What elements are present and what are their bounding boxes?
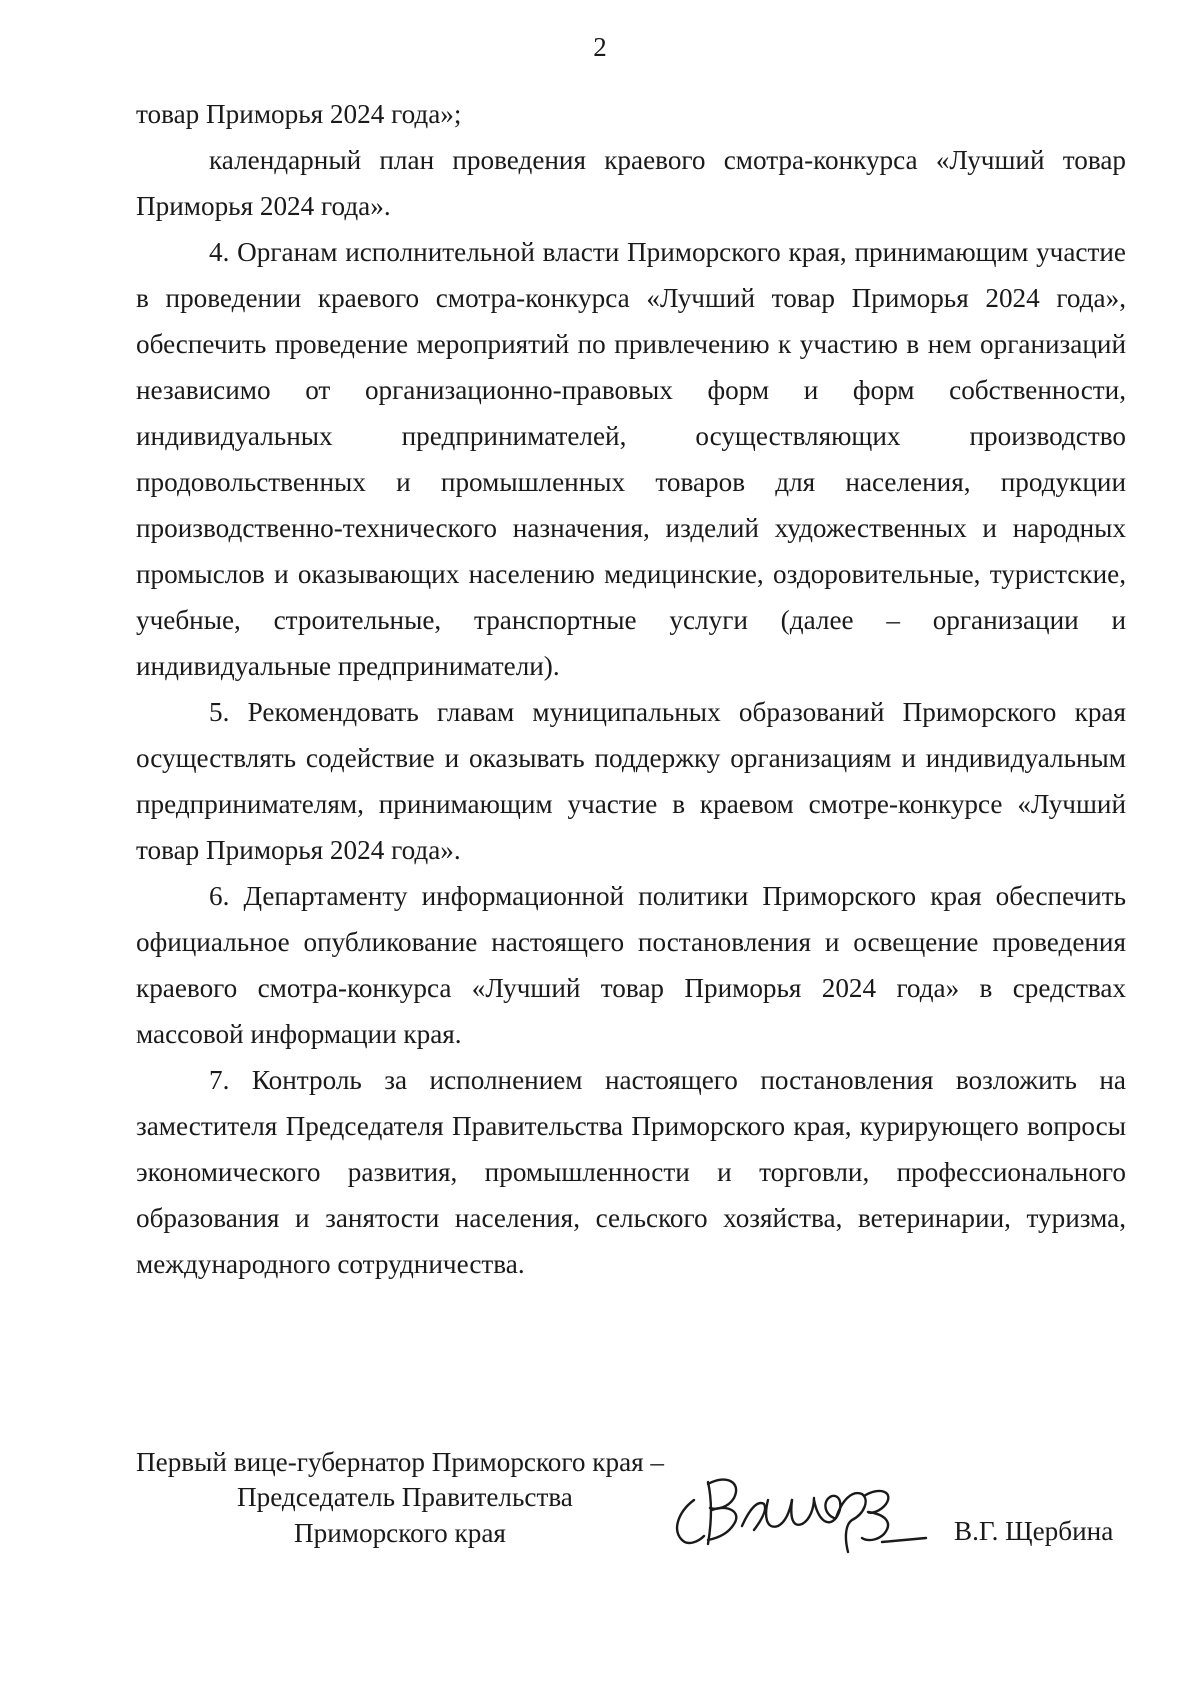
signatory-title-line-1: Первый вице-губернатор Приморского края – xyxy=(136,1447,665,1477)
paragraph-calendar-plan: календарный план проведения краевого смотра-конкурса «Лучший товар Приморья 2024 года». xyxy=(136,145,1126,221)
signatory-title-line-2: Председатель Правительства xyxy=(237,1482,573,1512)
paragraph-item-7: 7. Контроль за исполнением настоящего постановления возложить на заместителя Председателя Правительства Приморского края, курирующего вопросы экономического развития, промышленности и торговли, профессионального образования и занятости населения, сельского хозяйства, ветеринарии, туризма, международного сотрудничества. xyxy=(136,1065,1126,1279)
document-body xyxy=(136,91,1126,1287)
paragraph-item-6: 6. Департаменту информационной политики Приморского края обеспечить официальное опубликование настоящего постановления и освещение проведения краевого смотра-конкурса «Лучший товар Приморья 2024 года» в средствах массовой информации края. xyxy=(136,881,1126,1049)
page-number: 2 xyxy=(593,32,607,62)
handwritten-signature xyxy=(668,1460,938,1570)
signatory-title-line-3: Приморского края xyxy=(294,1518,506,1548)
paragraph-continuation: товар Приморья 2024 года»; xyxy=(136,99,462,129)
signatory-name: В.Г. Щербина xyxy=(954,1516,1114,1546)
paragraph-item-5: 5. Рекомендовать главам муниципальных образований Приморского края осуществлять содействие и оказывать поддержку организациям и индивидуальным предпринимателям, принимающим участие в краевом смотре-конкурсе «Лучший товар Приморья 2024 года». xyxy=(136,697,1126,865)
paragraph-item-4: 4. Органам исполнительной власти Приморского края, принимающим участие в проведении краевого смотра-конкурса «Лучший товар Приморья 2024 года», обеспечить проведение мероприятий по привлечению к участию в нем организаций независимо от организационно-правовых форм и форм собственности, индивидуальных предпринимателей, осуществляющих производство продовольственных и промышленных товаров для населения, продукции производственно-технического назначения, изделий художественных и народных промыслов и оказывающих населению медицинские, оздоровительные, туристские, учебные, строительные, транспортные услуги (далее – организации и индивидуальные предприниматели). xyxy=(136,237,1126,681)
